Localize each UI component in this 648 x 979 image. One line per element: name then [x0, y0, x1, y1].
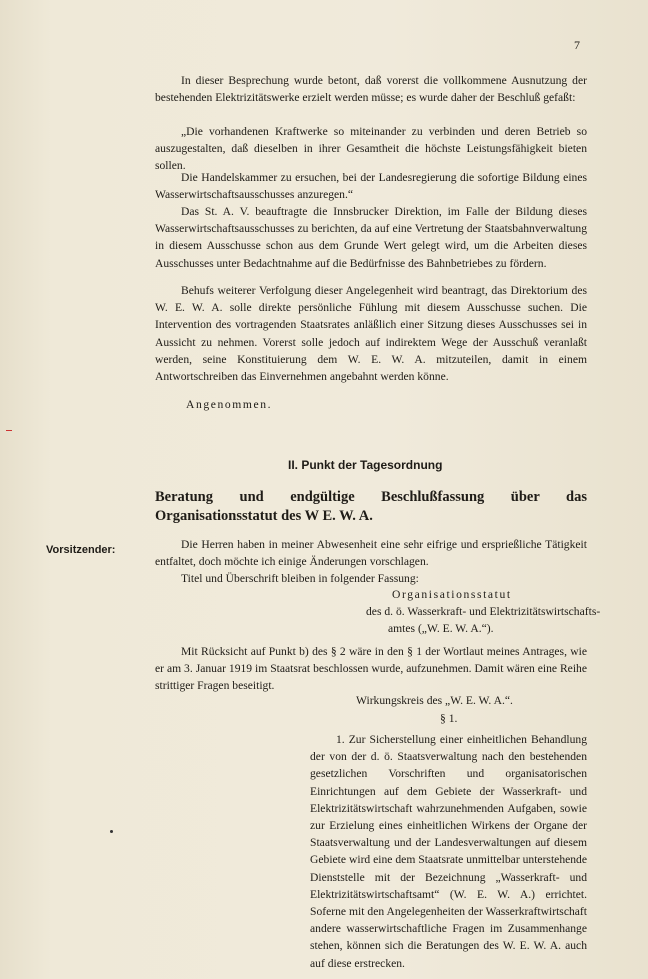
paragraph-further-pursuit: Behufs weiterer Verfolgung dieser Angelegenheit wird beantragt, das Direktorium des W. E. W. A. solle direkte persönliche Fühlung mit diesem Ausschusse suchen. Die Intervention des vortragenden Staatsrates anläßlich einer Sitzung dieses Ausschusses sei in Aussicht zu nehmen. Vorerst solle jedoch auf indirektem Wege der Ausschuß veranlaßt werden, seine Konstituierung dem W. E. W. A. mitzuteilen, damit in einem Antwortschreiben das Einvernehmen angebahnt werden könne.	[155, 284, 587, 384]
paragraph-reference: Mit Rücksicht auf Punkt b) des § 2 wäre in den § 1 der Wortlaut meines Antrages, wie er am 3. Januar 1919 im Staatsrat beschlossen wurde, aufzunehmen. Damit wären eine Reihe strittiger Fragen beseitigt.	[155, 645, 587, 693]
statute-title: Organisationsstatut	[392, 588, 512, 601]
paragraph-sign: § 1.	[440, 712, 458, 725]
paragraph-section-1: 1. Zur Sicherstellung einer einheitlichen Behandlung der von der d. ö. Staatsverwaltung nach den bestehenden gesetzlichen Vorschriften und organisatorischen Einrichtungen auf dem Gebiete der Wasserkraft- und Elektrizitätswirtschaft wahrzunehmenden Aufgaben, sowie zur Erzielung eines einheitlichen Wirkens der Organe der Staatsverwaltung und der Landesverwaltungen auf diesem Gebiete wird eine dem Staatsrate unmittelbar unterstehende Dienststelle mit der Bezeichnung „Wasserkraft- und Elektrizitätswirtschaftsamt“ (W. E. W. A.) errichtet. Soferne mit den Angelegenheiten der Wasserkraftwirtschaft andere wasserwirtschaftliche Fragen im Zusammenhange stehen, können sich die Beratungen des W. E. W. A. auch auf diese erstrecken.	[310, 733, 587, 970]
paragraph-title-note: Titel und Überschrift bleiben in folgender Fassung:	[181, 572, 419, 585]
statute-subtitle-line2: amtes („W. E. W. A.“).	[388, 622, 494, 635]
paragraph-chair-remarks: Die Herren haben in meiner Abwesenheit eine sehr eifrige und ersprießliche Tätigkeit entfaltet, doch möchte ich einige Änderungen vorschlagen.	[155, 538, 587, 569]
ink-speck	[110, 830, 113, 833]
section-heading: II. Punkt der Tagesordnung	[288, 458, 443, 472]
speaker-label: Vorsitzender:	[46, 544, 116, 556]
statute-subtitle-line1: des d. ö. Wasserkraft- und Elektrizitätswirtschafts-	[366, 605, 601, 618]
paragraph-quote-resolution: „Die vorhandenen Kraftwerke so miteinander zu verbinden und deren Betrieb so auszugestalten, daß dieselben in ihrer Gesamtheit die höchste Leistungsfähigkeit bieten sollen.	[155, 125, 587, 173]
paragraph-innsbruck-direction: Das St. A. V. beauftragte die Innsbrucker Direktion, im Falle der Bildung dieses Wasserwirtschaftsausschusses zu berichten, da auf eine Vertretung der Staatsbahnverwaltung in diesem Ausschusse schon aus dem Grunde Wert gelegt wird, um die Arbeiten dieses Ausschusses unter Bedachtnahme auf die Bedürfnisse des Bahnbetriebes zu fördern.	[155, 205, 587, 270]
page-number: 7	[574, 38, 580, 52]
margin-mark	[6, 430, 12, 431]
scope-heading: Wirkungskreis des „W. E. W. A.“.	[356, 694, 513, 707]
paragraph-chamber-request: Die Handelskammer zu ersuchen, bei der Landesregierung die sofortige Bildung eines Wasserwirtschaftsausschusses anzuregen.“	[155, 171, 587, 202]
paragraph-discussion: In dieser Besprechung wurde betont, daß vorerst die vollkommene Ausnutzung der bestehenden Elektrizitätswerke erzielt werden müsse; es wurde daher der Beschluß gefaßt:	[155, 74, 587, 105]
accepted-note: Angenommen.	[186, 398, 273, 411]
main-heading: Beratung und endgültige Beschlußfassung über das Organisationsstatut des W E. W. A.	[155, 489, 587, 524]
